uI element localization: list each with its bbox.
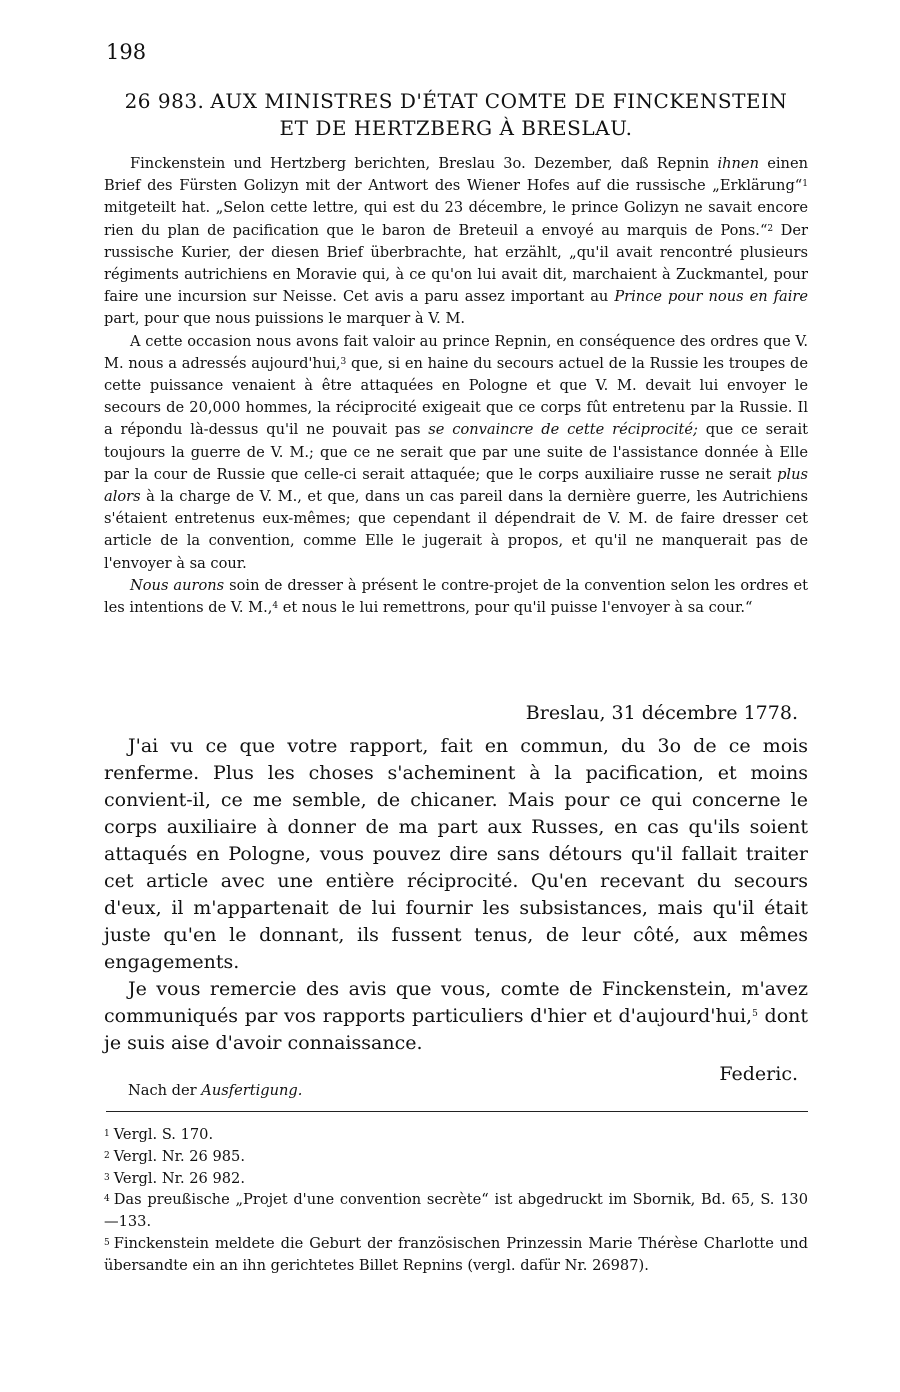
text-run: Finckenstein und Hertzberg berichten, Breslau 3o. Dezember, daß Repnin: [130, 155, 718, 172]
footnote-mark: 2: [104, 1150, 110, 1161]
signature: Federic.: [719, 1063, 798, 1085]
italic-run: Prince pour nous en faire: [614, 288, 808, 306]
report-paragraph-3: [104, 575, 808, 619]
text-run: part, pour que nous puissions le marquer à V. M.: [104, 310, 466, 328]
footnote-text: Vergl. Nr. 26 982.: [113, 1169, 245, 1187]
footnotes: [104, 1124, 808, 1277]
text-run: mitgeteilt hat. „Selon cette lettre, qui est du 23 décembre, le prince Golizyn ne savait encore rien du plan de pacification que le baron de Breteuil a envoyé au marquis de Pons.“: [104, 199, 808, 239]
footnote-ref: 1: [802, 179, 808, 190]
footnote: [104, 1168, 808, 1190]
heading-number: 26 983.: [124, 89, 205, 113]
text-run: que, si en haine du secours actuel de la Russie les troupes de cette puissance venaient à être attaquées en Pologne et que V. M. devait lui envoyer le secours de 20,000 hommes, la réciprocité exigeait que ce corps fût entretenu par la Russie. Il a répondu là-dessus qu'il ne pouvait pas: [104, 354, 808, 439]
italic-run: se convaincre de cette réciprocité;: [428, 421, 698, 439]
letter-dateline: Breslau, 31 décembre 1778.: [525, 702, 798, 724]
text-run: à la charge de V. M., et que, dans un cas pareil dans la dernière guerre, les Autrichiens s'étaient entretenus eux-mêmes; que cependant il dépendrait de V. M. de faire dresser cet article de la convention, comme Elle le jugerait à propos, et qu'il ne manquerait pas de l'envoyer à sa cour.: [104, 488, 808, 572]
footnote: [104, 1146, 808, 1168]
document-heading: [104, 88, 808, 142]
text-run: dont je suis aise d'avoir connaissance.: [104, 1005, 808, 1054]
text-run: et nous le lui remettrons, pour qu'il puisse l'envoyer à sa cour.“: [278, 599, 753, 617]
report-paragraph-2: [104, 331, 808, 575]
report-paragraph-1: [104, 153, 808, 331]
footnote: [104, 1124, 808, 1146]
text-run: Nach der: [128, 1082, 202, 1099]
footnote-text: Finckenstein meldete die Geburt der französischen Prinzessin Marie Thérèse Charlotte und übersandte ein an ihn gerichtetes Billet Repnins (vergl. dafür Nr. 26987).: [104, 1234, 808, 1274]
italic-run: ihnen: [717, 155, 759, 172]
text-run: soin de dresser à présent le contre-projet de la convention selon les ordres et les intentions de V. M.,: [104, 576, 808, 617]
italic-run: plus alors: [104, 465, 808, 506]
footnote-ref: 5: [752, 1009, 758, 1019]
footnote-mark: 1: [104, 1129, 110, 1139]
italic-run: Ausfertigung.: [201, 1082, 303, 1099]
footnote-ref: 4: [272, 601, 279, 612]
footnote: [104, 1233, 808, 1277]
text-run: Je vous remercie des avis que vous, comte de Finckenstein, m'avez communiqués par vos rapports particuliers d'hier et d'aujourd'hui,: [104, 978, 808, 1027]
footnote-divider: [106, 1111, 808, 1112]
italic-run: Nous aurons: [130, 576, 225, 594]
report-summary: [104, 153, 808, 619]
footnote: [104, 1189, 808, 1233]
letter-paragraph-1: J'ai vu ce que votre rapport, fait en commun, du 3o de ce mois renferme. Plus les choses s'acheminent à la pacification, et moins convient-il, ce me semble, de chicaner. Mais pour ce qui concerne le corps auxiliaire à donner de ma part aux Russes, en cas qu'ils soient attaqués en Pologne, vous pouvez dire sans détours qu'il fallait traiter cet article avec une entière réciprocité. Qu'en recevant du secours d'eux, il m'appartenait de lui fournir les subsistances, mais qu'il était juste qu'en le donnant, ils fussent tenus, de leur côté, aux mêmes engagements.: [104, 735, 808, 973]
footnote-text: Vergl. Nr. 26 985.: [113, 1147, 245, 1165]
heading-line-2: ET DE HERTZBERG À BRESLAU.: [279, 116, 633, 140]
heading-line-1: [104, 88, 808, 115]
footnote-mark: 5: [104, 1237, 110, 1248]
text-run: A cette occasion nous avons fait valoir au prince Repnin, en conséquence des ordres que V. M. nous a adressés aujourd'hui,: [104, 332, 808, 372]
text-run: Der russische Kurier, der diesen Brief überbrachte, hat erzählt, „qu'il avait rencontré plusieurs régiments autrichiens en Moravie qui, à ce qu'on lui avait dit, marchaient à Zuckmantel, pour faire une incursion sur Neisse. Cet avis a paru assez important au: [104, 221, 808, 306]
text-run: einen Brief des Fürsten Golizyn mit der Antwort des Wiener Hofes auf die russische „Erklärung“: [104, 155, 808, 195]
page-number: 198: [106, 40, 147, 64]
footnote-ref: 2: [767, 223, 774, 234]
heading-text-1: AUX MINISTRES D'ÉTAT COMTE DE FINCKENSTEIN: [210, 89, 788, 113]
source-note: [128, 1082, 302, 1099]
footnote-ref: 3: [340, 356, 347, 367]
footnote-text: Vergl. S. 170.: [113, 1126, 214, 1143]
letter-paragraph-2: [104, 976, 808, 1057]
text-run: que ce serait toujours la guerre de V. M.; que ce ne serait que par une suite de l'assistance donnée à Elle par la cour de Russie que celle-ci serait attaquée; que le corps auxiliaire russe ne serait: [104, 421, 808, 483]
footnote-mark: 3: [104, 1172, 110, 1183]
footnote-text: Das preußische „Projet d'une convention secrète“ ist abgedruckt im Sbornik, Bd. 65, S. 130—133.: [104, 1191, 808, 1231]
letter-body: [104, 700, 808, 1088]
footnote-mark: 4: [104, 1194, 110, 1205]
